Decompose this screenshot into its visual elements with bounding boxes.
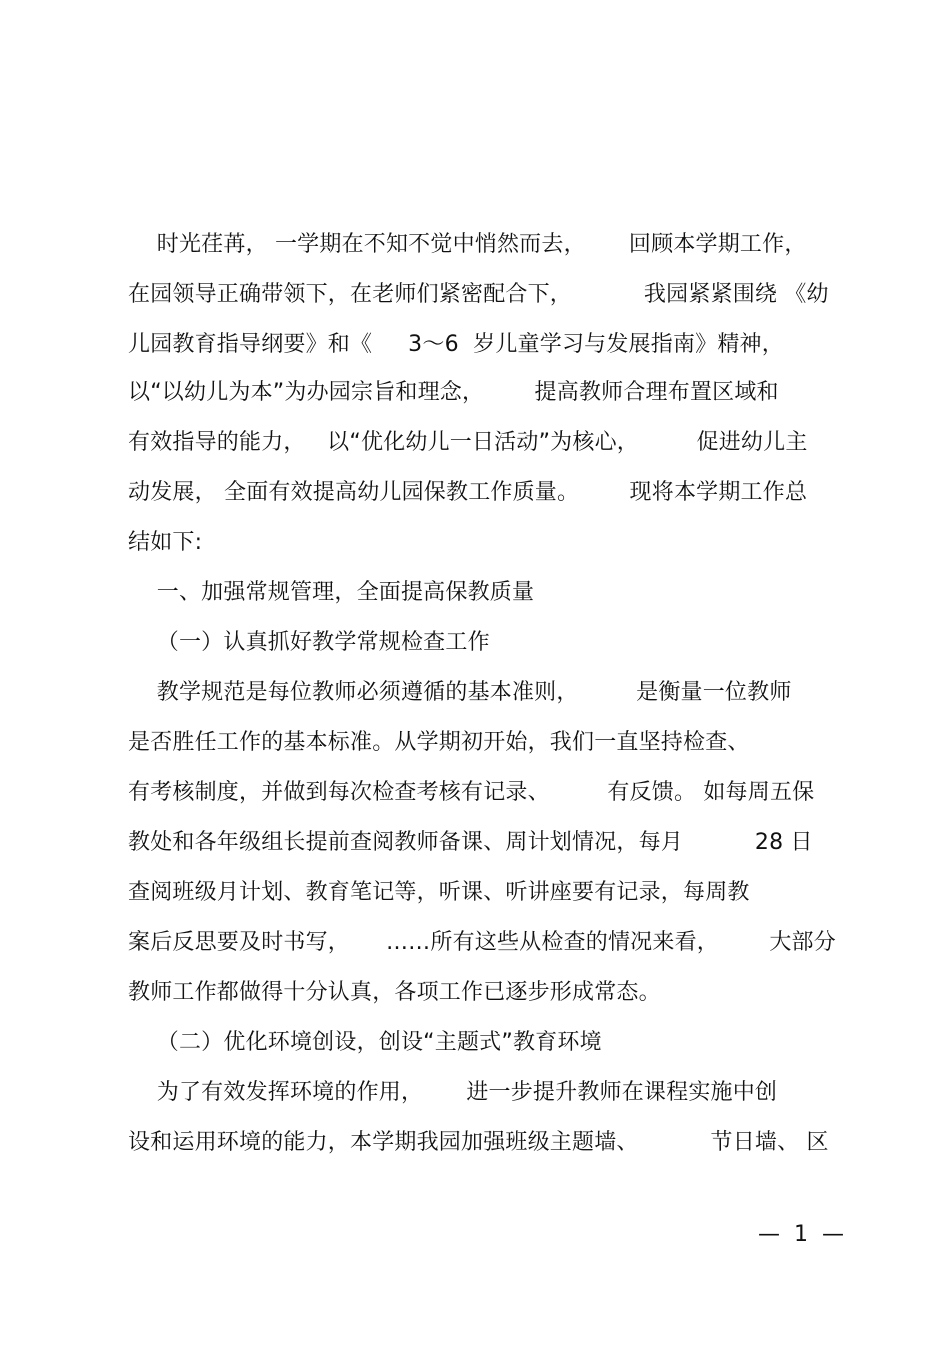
text-line: 教处和各年级组长提前查阅教师备课、周计划情况，每月 28 日 xyxy=(128,830,813,855)
text-line: 结如下: xyxy=(128,530,203,555)
text-line: 教师工作都做得十分认真，各项工作已逐步形成常态。 xyxy=(128,980,661,1005)
text-line: 有考核制度，并做到每次检查考核有记录、 有反馈。 如每周五保 xyxy=(128,780,815,805)
text-line: 动发展， 全面有效提高幼儿园保教工作质量。 现将本学期工作总 xyxy=(128,480,808,505)
text-line: 教学规范是每位教师必须遵循的基本准则， 是衡量一位教师 xyxy=(128,680,792,705)
text-line: 儿园教育指导纲要》和《 3～6 岁儿童学习与发展指南》精神， xyxy=(128,332,784,357)
subsection-heading: （二）优化环境创设，创设“主题式”教育环境 xyxy=(128,1030,602,1055)
text-line: 以“以幼儿为本”为办园宗旨和理念， 提高教师合理布置区域和 xyxy=(128,380,779,405)
text-line: 查阅班级月计划、教育笔记等，听课、听讲座要有记录，每周教 xyxy=(128,880,750,905)
text-line: 为了有效发挥环境的作用， 进一步提升教师在课程实施中创 xyxy=(128,1080,778,1105)
text-line: 在园领导正确带领下，在老师们紧密配合下， 我园紧紧围绕 《幼 xyxy=(128,282,829,307)
subsection-heading: （一）认真抓好教学常规检查工作 xyxy=(128,630,490,655)
text-line: 设和运用环境的能力，本学期我园加强班级主题墙、 节日墙、 区 xyxy=(128,1130,829,1155)
section-heading: 一、加强常规管理，全面提高保教质量 xyxy=(128,580,535,605)
text-line: 是否胜任工作的基本标准。从学期初开始，我们一直坚持检查、 xyxy=(128,730,750,755)
text-line: 时光荏苒， 一学期在不知不觉中悄然而去， 回顾本学期工作， xyxy=(128,232,807,257)
text-line: 有效指导的能力， 以“优化幼儿一日活动”为核心， 促进幼儿主 xyxy=(128,430,808,455)
page-number: — 1 — xyxy=(758,1222,844,1247)
text-line: 案后反思要及时书写， ……所有这些从检查的情况来看， 大部分 xyxy=(128,930,836,955)
